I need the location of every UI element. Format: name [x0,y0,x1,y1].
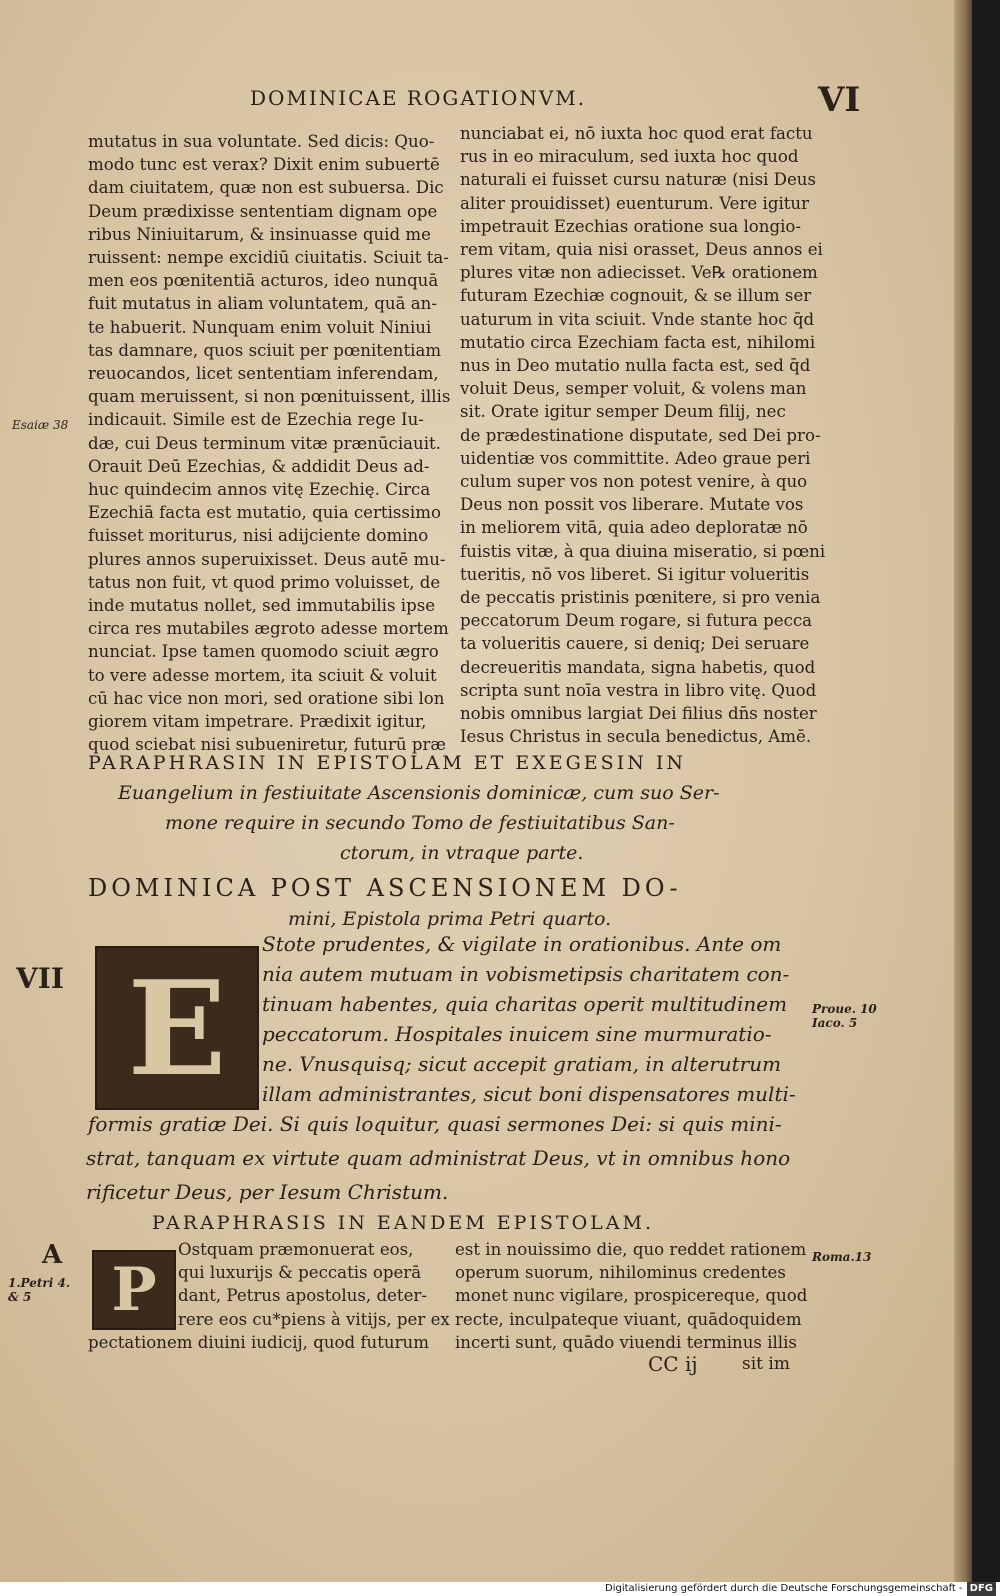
text-line: dant, Petrus apostolus, deter- [178,1286,427,1306]
text-line: sit. Orate igitur semper Deum filij, nec [460,402,786,422]
folio-number: VI [818,80,861,120]
text-line: ruissent: nempe excidiū ciuitatis. Sciuit ta- [88,248,449,268]
text-line: Orauit Deū Ezechias, & addidit Deus ad- [88,456,430,476]
text-line: pectationem diuini iudicij, quod futurum [88,1332,429,1352]
epistle-line: rificetur Deus, per Iesum Christum. [86,1180,449,1204]
text-line: de peccatis pristinis pœnitere, si pro venia [460,588,821,608]
text-line: decreueritis mandata, signa habetis, quod [460,657,816,677]
text-line: peccatorum Deum rogare, si futura pecca [460,611,813,631]
epistle-line: nia autem mutuam in vobismetipsis charitatem con- [262,962,790,986]
text-line: circa res mutabiles ægroto adesse mortem [88,619,449,639]
left-text-column [88,130,451,756]
text-line: nunciabat ei, nō iuxta hoc quod erat factu [460,124,813,143]
text-line: rus in eo miraculum, sed iuxta hoc quod [460,147,799,167]
text-line: Deus non possit vos liberare. Mutate vos [460,495,804,515]
text-line: te habuerit. Nunquam enim voluit Niniui [88,317,432,337]
signature-mark: CC ij [648,1352,698,1376]
margin-note-esaiae: Esaiæ 38 [12,418,69,432]
section-number-vii: VII [16,962,64,995]
footer-text: Digitalisierung gefördert durch die Deutsche Forschungsgemeinschaft - [605,1583,963,1594]
initial-letter-e: E [127,951,227,1105]
epistle-line: peccatorum. Hospitales inuicem sine murmuratio- [262,1022,772,1046]
text-line: uidentiæ vos committite. Adeo graue peri [460,448,811,468]
epistle-line: formis gratiæ Dei. Si quis loquitur, quasi sermones Dei: si quis mini- [88,1112,782,1136]
text-line: impetrauit Ezechias oratione sua longio- [460,216,802,236]
text-line: scripta sunt noīa vestra in libro vitę. Quod [460,680,817,700]
bottom-left-column [88,1238,448,1354]
epistle-line: ne. Vnusquisq; sicut accepit gratiam, in alterutrum [262,1052,782,1076]
text-line: culum super vos non potest venire, à quo [460,472,808,492]
text-line: incerti sunt, quādo viuendi terminus illis [455,1332,797,1352]
initial-letter-p: P [111,1255,157,1325]
notice-line: mone require in secundo Tomo de festiuitatibus San- [165,812,675,834]
text-line: voluit Deus, semper voluit, & volens man [460,379,807,399]
text-line: naturali ei fuisset cursu naturæ (nisi Deus [460,170,817,190]
epistle-line: tinuam habentes, quia charitas operit multitudinem [262,992,788,1016]
text-line: tueritis, nō vos liberet. Si igitur volueritis [460,564,810,584]
text-line: Ezechiā facta est mutatio, quia certissimo [88,503,441,523]
text-line: in meliorem vitā, quia adeo deploratæ nō [460,518,808,538]
text-line: fuisset moriturus, nisi adijciente domino [88,526,429,546]
text-line: nunciat. Ipse tamen quomodo sciuit ægro [88,642,439,662]
margin-letter-a: A [42,1240,63,1270]
text-line: huc quindecim annos vitę Ezechię. Circa [88,480,431,500]
text-line: monet nunc vigilare, prospicereque, quod [455,1286,808,1306]
text-line: modo tunc est verax? Dixit enim subuertē [88,155,440,175]
text-line: giorem vitam impetrare. Prædixit igitur, [88,712,427,732]
text-line: rere eos cu*piens à vitijs, per ex [178,1309,450,1329]
text-line: qui luxurijs & peccatis operā [178,1263,422,1283]
margin-note-roma: Roma.13 [812,1250,872,1264]
text-line: fuit mutatus in aliam voluntatem, quā an- [88,294,437,314]
text-line: quam meruissent, si non pœnituissent, illis [88,387,451,407]
decorated-initial-e [95,946,259,1110]
text-line: mutatio circa Ezechiam facta est, nihilomi [460,332,816,352]
notice-line: Euangelium in festiuitate Ascensionis dominicæ, cum suo Ser- [118,782,720,804]
text-line: fuistis vitæ, à qua diuina miseratio, si pœni [460,541,826,561]
text-line: aliter prouidisset) euenturum. Vere igitur [460,193,810,213]
margin-note-et5: & 5 [8,1290,32,1304]
epistle-line: illam administrantes, sicut boni dispensatores multi- [262,1082,796,1106]
text-line: indicauit. Simile est de Ezechia rege Iu- [88,410,424,430]
text-line: est in nouissimo die, quo reddet rationem [455,1240,807,1259]
heading-line: DOMINICA POST ASCENSIONEM DO- [88,874,682,902]
digitization-footer [0,1582,1000,1596]
text-line: men eos pœnitentiā acturos, ideo nunquā [88,271,439,291]
text-line: reuocandos, licet sententiam inferendam, [88,364,439,384]
text-line: dæ, cui Deus terminum vitæ prænūciauit. [88,433,441,453]
text-line: dam ciuitatem, quæ non est subuersa. Dic [88,178,444,198]
text-line: tatus non fuit, vt quod primo voluisset, de [88,572,441,592]
margin-note-iaco: Iaco. 5 [812,1016,858,1030]
text-line: nus in Deo mutatio nulla facta est, sed q̄d [460,356,811,376]
text-line: operum suorum, nihilominus credentes [455,1263,786,1283]
page-edge [954,0,972,1582]
text-line: de prædestinatione disputate, sed Dei pro- [460,425,821,445]
text-line: tas damnare, quos sciuit per pœnitentiam [88,340,442,360]
text-line: rem vitam, quia nisi orasset, Deus annos ei [460,240,823,260]
paraphrasis-heading: PARAPHRASIS IN EANDEM EPISTOLAM. [152,1212,654,1234]
running-title: DOMINICAE ROGATIONVM. [250,86,587,110]
text-line: futuram Ezechiæ cognouit, & se illum ser [460,286,812,306]
text-line: recte, inculpateque viuant, quādoquidem [455,1309,802,1329]
text-line: Iesus Christus in secula benedictus, Amē. [460,727,812,747]
catchword: sit im [742,1354,790,1374]
text-line: uaturum in vita sciuit. Vnde stante hoc q̄d [460,309,815,329]
text-line: Deum prædixisse sententiam dignam ope [88,201,438,221]
notice-line: ctorum, in vtraque parte. [340,842,584,864]
text-line: nobis omnibus largiat Dei filius dn̄s noster [460,704,817,724]
text-line: quod sciebat nisi subueniretur, futurū præ [88,735,447,755]
right-text-column [460,122,826,748]
margin-note-petri: 1.Petri 4. [8,1276,70,1290]
epistle-line: Stote prudentes, & vigilate in orationibus. Ante om [262,932,782,956]
text-line: inde mutatus nollet, sed immutabilis ipse [88,596,436,616]
text-line: ta volueritis cauere, si deniq; Dei seruare [460,634,810,654]
text-line: plures annos superuixisset. Deus autē mu- [88,549,446,569]
notice-line: PARAPHRASIN IN EPISTOLAM ET EXEGESIN IN [88,752,686,774]
margin-note-proue: Proue. 10 [812,1002,877,1016]
heading-line: mini, Epistola prima Petri quarto. [288,908,612,930]
dfg-logo: DFG [967,1582,996,1596]
text-line: cū hac vice non mori, sed oratione sibi lon [88,688,445,708]
bottom-right-column [455,1238,815,1354]
text-line: plures vitæ non adiecisset. Ve℞ orationem [460,263,818,283]
epistle-line: strat, tanquam ex virtute quam administrat Deus, vt in omnibus hono [86,1146,791,1170]
text-line: ribus Niniuitarum, & insinuasse quid me [88,224,431,244]
text-line: Ostquam præmonuerat eos, [178,1240,414,1259]
text-line: mutatus in sua voluntate. Sed dicis: Quo- [88,132,435,151]
text-line: to vere adesse mortem, ita sciuit & voluit [88,665,437,685]
